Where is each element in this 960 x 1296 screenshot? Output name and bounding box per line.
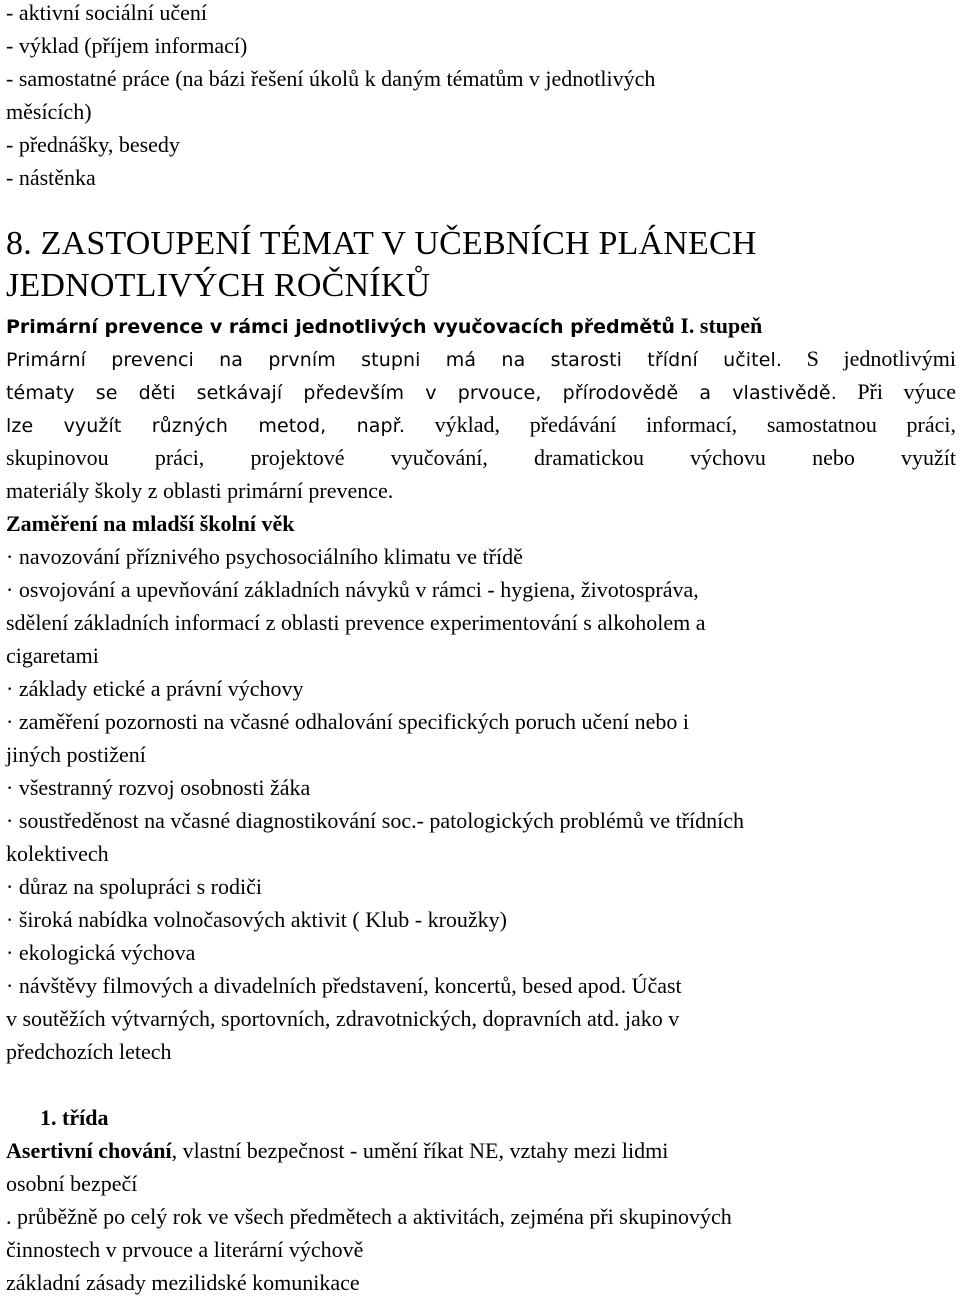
intro-list-item: - nástěnka xyxy=(6,165,96,190)
paragraph-line: skupinovou práci, projektové vyučování, dramatickou výchovu nebo využít xyxy=(6,445,956,470)
intro-list-item: - přednášky, besedy xyxy=(6,132,180,157)
bullet-line: cigaretami xyxy=(6,643,99,668)
bullet-line: · základy etické a právní výchovy xyxy=(6,676,304,701)
subheading-stage: I. stupeň xyxy=(674,313,763,338)
bullet-line: · navozování příznivého psychosociálního klimatu ve třídě xyxy=(6,544,523,569)
bullet-line: · osvojování a upevňování základních návyků v rámci - hygiena, životospráva, xyxy=(6,577,699,602)
paragraph-line: Primární prevenci na prvním stupni má na starosti třídní učitel. S jednotlivými xyxy=(6,346,956,371)
section-heading-line2: JEDNOTLIVÝCH ROČNÍKŮ xyxy=(6,267,431,304)
bullet-line: předchozích letech xyxy=(6,1039,172,1064)
class-heading: 1. třída xyxy=(40,1105,109,1130)
paragraph-line: materiály školy z oblasti primární prevence. xyxy=(6,478,394,503)
younger-age-heading: Zaměření na mladší školní věk xyxy=(6,511,295,536)
class-line: základní zásady mezilidské komunikace xyxy=(6,1270,360,1295)
bullet-line: · zaměření pozornosti na včasné odhalování specifických poruch učení nebo i xyxy=(6,709,689,734)
class-line: osobní bezpečí xyxy=(6,1171,138,1196)
bullet-line: sdělení základních informací z oblasti prevence experimentování s alkoholem a xyxy=(6,610,706,635)
intro-list-item: - výklad (příjem informací) xyxy=(6,33,248,58)
paragraph-line: tématy se děti setkávají především v prvouce, přírodovědě a vlastivědě. Při výuce xyxy=(6,379,957,404)
paragraph-line: lze využít různých metod, např. výklad, předávání informací, samostatnou práci, xyxy=(6,412,956,437)
bullet-line: jiných postižení xyxy=(6,742,146,767)
subheading-sans: Primární prevence v rámci jednotlivých vyučovacích předmětů xyxy=(6,316,675,338)
class-line: . průběžně po celý rok ve všech předmětech a aktivitách, zejména při skupinových xyxy=(6,1204,732,1229)
section-heading-line1: 8. ZASTOUPENÍ TÉMAT V UČEBNÍCH PLÁNECH xyxy=(6,225,757,262)
bullet-line: kolektivech xyxy=(6,841,109,866)
bullet-line: v soutěžích výtvarných, sportovních, zdravotnických, dopravních atd. jako v xyxy=(6,1006,680,1031)
intro-list-item: měsících) xyxy=(6,99,92,124)
bullet-line: · ekologická výchova xyxy=(6,940,196,965)
bullet-line: · návštěvy filmových a divadelních představení, koncertů, besed apod. Účast xyxy=(6,973,682,998)
intro-list-item: - samostatné práce (na bázi řešení úkolů k daným tématům v jednotlivých xyxy=(6,66,656,91)
assertive-line: Asertivní chování, vlastní bezpečnost - umění říkat NE, vztahy mezi lidmi xyxy=(6,1138,669,1163)
assertive-label: Asertivní chování xyxy=(6,1138,172,1163)
bullet-line: · všestranný rozvoj osobnosti žáka xyxy=(6,775,311,800)
intro-list-item: - aktivní sociální učení xyxy=(6,0,207,25)
bullet-line: · soustředěnost na včasné diagnostikování soc.- patologických problémů ve třídních xyxy=(6,808,745,833)
class-line: činnostech v prvouce a literární výchově xyxy=(6,1237,364,1262)
subheading xyxy=(6,313,762,340)
bullet-line: · široká nabídka volnočasových aktivit ( Klub - kroužky) xyxy=(6,907,507,932)
bullet-line: · důraz na spolupráci s rodiči xyxy=(6,874,262,899)
